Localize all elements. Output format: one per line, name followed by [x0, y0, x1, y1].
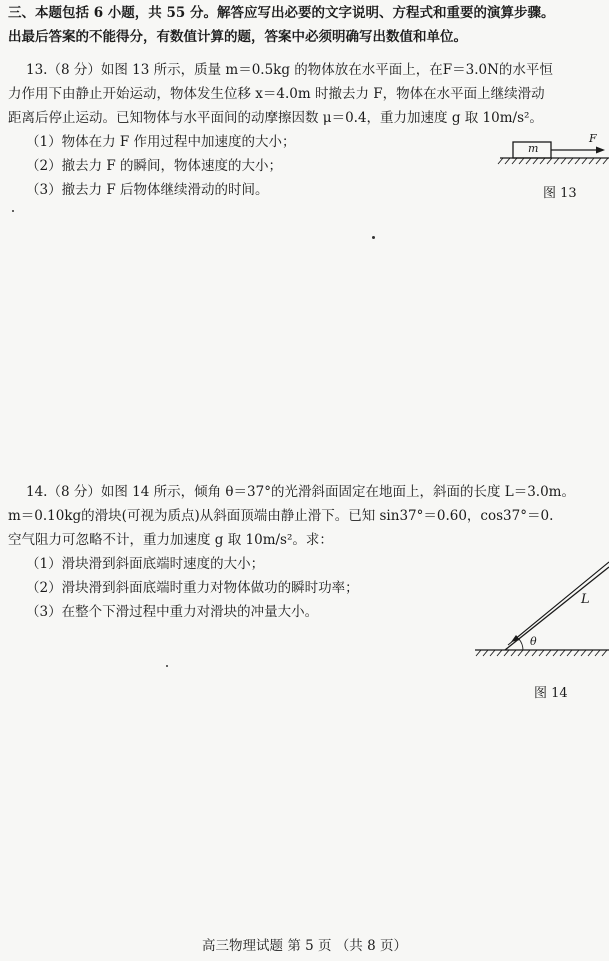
incline-surface	[505, 567, 609, 650]
figure-14-caption: 图 14	[534, 686, 568, 701]
angle-arc	[519, 639, 523, 650]
figure-13-caption: 图 13	[543, 186, 577, 201]
q13-subquestion-1: （1）物体在力 F 作用过程中加速度的大小；	[26, 134, 296, 150]
q13-subquestion-2: （2）撤去力 F 的瞬间，物体速度的大小；	[26, 158, 283, 174]
length-arrow	[515, 562, 609, 639]
force-f-label: F	[589, 132, 597, 145]
q14-stem-line1: 14.（8 分）如图 14 所示，倾角 θ＝37°的光滑斜面固定在地面上，斜面的长度 L＝3.0m。	[26, 484, 575, 500]
scan-speck	[166, 665, 168, 667]
page-footer: 高三物理试题 第 5 页 （共 8 页）	[202, 938, 407, 954]
q13-stem-line3: 距离后停止运动。已知物体与水平面间的动摩擦因数 μ＝0.4，重力加速度 g 取 10m/s²。	[8, 110, 543, 126]
q14-subquestion-2: （2）滑块滑到斜面底端时重力对物体做功的瞬时功率；	[26, 580, 359, 596]
scan-speck	[372, 236, 375, 239]
q14-stem-line2: m＝0.10kg的滑块(可视为质点)从斜面顶端由静止滑下。已知 sin37°＝0.60，cos37°＝0.	[8, 508, 554, 524]
q13-subquestion-3: （3）撤去力 F 后物体继续滑动的时间。	[26, 182, 269, 198]
section-header-line2: 出最后答案的不能得分，有数值计算的题，答案中必须明确写出数值和单位。	[8, 29, 467, 45]
section-header-line1: 三、本题包括 6 小题，共 55 分。解答应写出必要的文字说明、方程式和重要的演算步骤。	[8, 5, 555, 21]
block-m-label: m	[528, 142, 539, 155]
q14-subquestion-1: （1）滑块滑到斜面底端时速度的大小；	[26, 556, 265, 572]
scan-speck	[12, 210, 14, 212]
q14-subquestion-3: （3）在整个下滑过程中重力对滑块的冲量大小。	[26, 604, 319, 620]
q13-stem-line2: 力作用下由静止开始运动，物体发生位移 x＝4.0m 时撤去力 F，物体在水平面上继续滑动	[8, 86, 545, 102]
length-l-label: L	[581, 592, 590, 607]
q13-stem-line1: 13.（8 分）如图 13 所示，质量 m＝0.5kg 的物体放在水平面上，在F＝3.0N的水平恒	[26, 62, 553, 78]
q14-stem-line3: 空气阻力可忽略不计，重力加速度 g 取 10m/s²。求：	[8, 532, 333, 548]
angle-theta-label: θ	[530, 635, 537, 648]
figure-14	[475, 555, 609, 659]
